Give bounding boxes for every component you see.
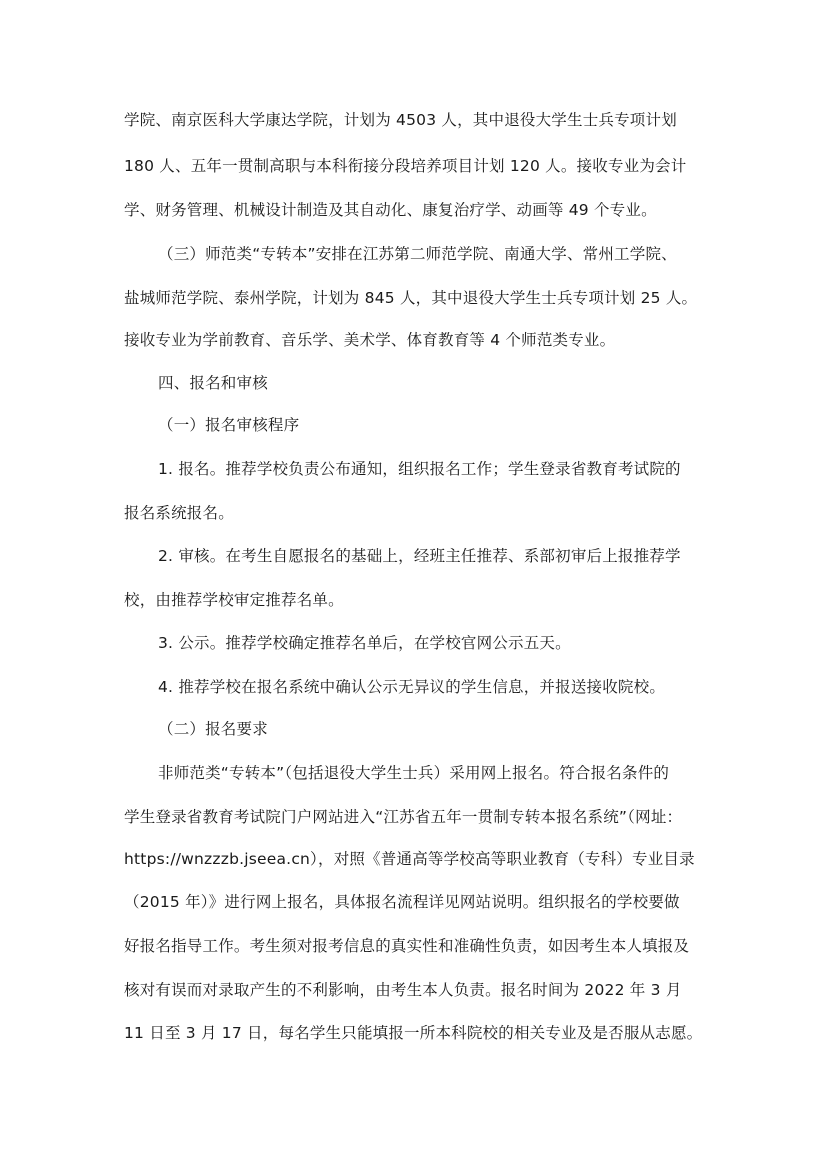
subsection-heading: （二）报名要求 [158,720,268,738]
paragraph-line: （三）师范类“专转本”安排在江苏第二师范学院、南通大学、常州工学院、 [158,245,677,263]
paragraph-line: 学院、南京医科大学康达学院，计划为 4503 人，其中退役大学生士兵专项计划 [124,111,677,129]
section-heading: 四、报名和审核 [158,374,268,392]
paragraph-line: 11 日至 3 月 17 日，每名学生只能填报一所本科院校的相关专业及是否服从志愿。 [124,1024,703,1042]
paragraph-line: 核对有误而对录取产生的不利影响，由考生本人负责。报名时间为 2022 年 3 月 [124,981,682,999]
list-item: 2. 审核。在考生自愿报名的基础上，经班主任推荐、系部初审后上报推荐学 [158,547,681,565]
paragraph-line: 报名系统报名。 [124,504,234,522]
list-item: 4. 推荐学校在报名系统中确认公示无异议的学生信息，并报送接收院校。 [158,678,666,696]
paragraph-line: 接收专业为学前教育、音乐学、美术学、体育教育等 4 个师范类专业。 [124,331,616,349]
paragraph-line: https://wnzzzb.jseea.cn），对照《普通高等学校高等职业教育（专科）专业目录 [124,850,695,868]
paragraph-line: 非师范类“专转本”（包括退役大学生士兵）采用网上报名。符合报名条件的 [158,764,670,782]
paragraph-line: 180 人、五年一贯制高职与本科衔接分段培养项目计划 120 人。接收专业为会计 [124,157,687,175]
subsection-heading: （一）报名审核程序 [158,416,300,434]
list-item: 3. 公示。推荐学校确定推荐名单后，在学校官网公示五天。 [158,634,571,652]
paragraph-line: 学、财务管理、机械设计制造及其自动化、康复治疗学、动画等 49 个专业。 [124,201,657,219]
paragraph-line: 校，由推荐学校审定推荐名单。 [124,591,344,609]
paragraph-line: 盐城师范学院、泰州学院，计划为 845 人，其中退役大学生士兵专项计划 25 人。 [124,289,698,307]
paragraph-line: 学生登录省教育考试院门户网站进入“江苏省五年一贯制专转本报名系统”（网址： [124,808,683,826]
list-item: 1. 报名。推荐学校负责公布通知，组织报名工作；学生登录省教育考试院的 [158,460,681,478]
paragraph-line: （2015 年）》进行网上报名，具体报名流程详见网站说明。组织报名的学校要做 [124,893,680,911]
paragraph-line: 好报名指导工作。考生须对报考信息的真实性和准确性负责，如因考生本人填报及 [124,937,690,955]
